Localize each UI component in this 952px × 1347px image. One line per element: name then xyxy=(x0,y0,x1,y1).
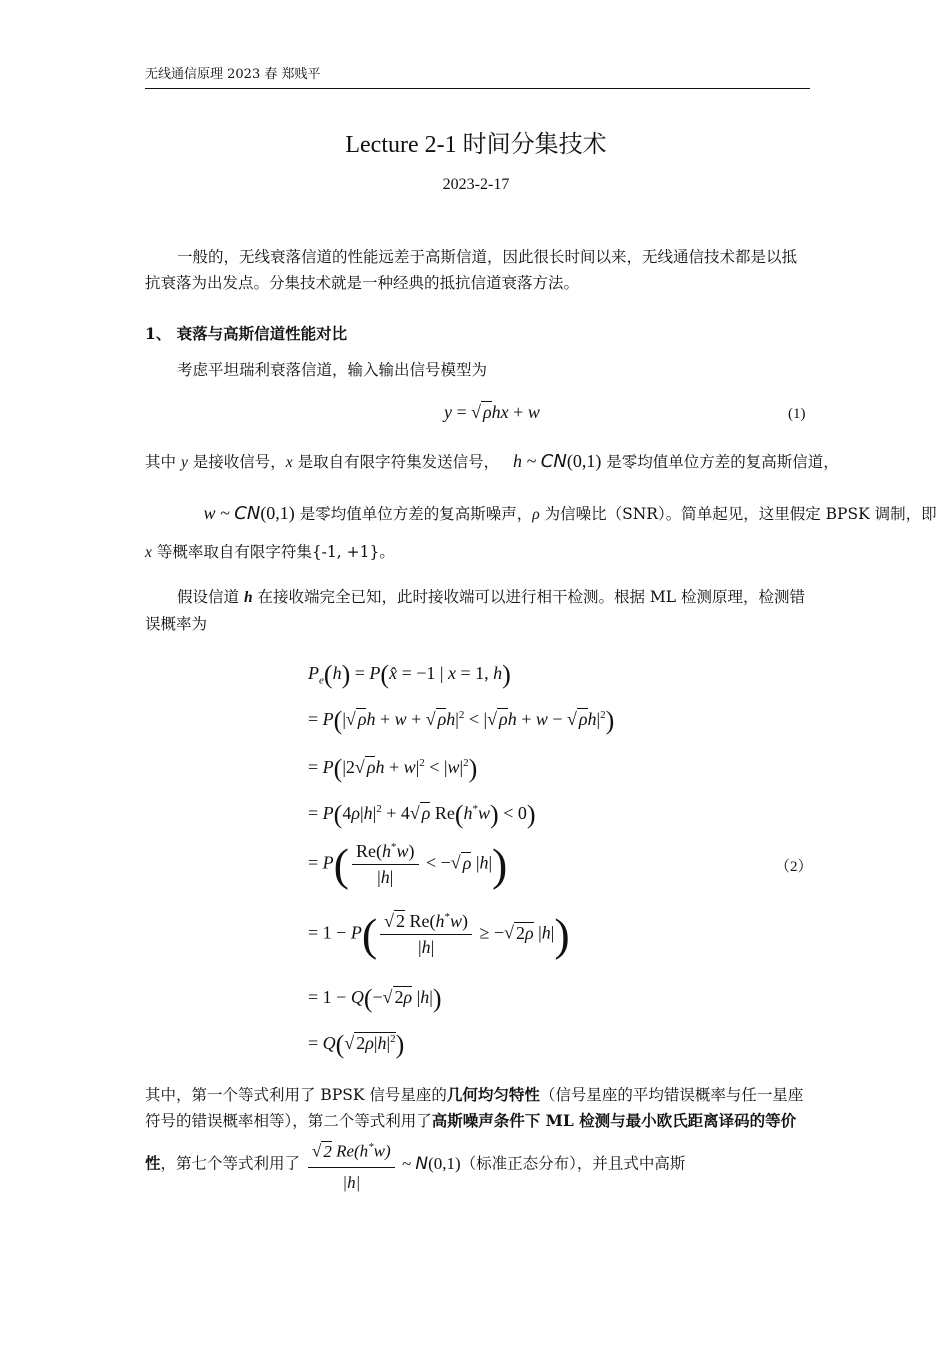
section-heading: 1、 衰落与高斯信道性能对比 xyxy=(145,324,348,343)
where-paragraph-line1: 其中 y 是接收信号，x 是取自有限字符集发送信号， h ~ CN(0,1) 是零均值单位方差的复高斯信道， xyxy=(145,451,839,472)
equation-2-line3: = P(|2√ $\rho h + w|^2 < |w|^2$) xyxy=(308,754,478,783)
lecture-date: 2023-2-17 xyxy=(442,176,510,193)
assume-paragraph: 假设信道 h 在接收端完全已知，此时接收端可以进行相干检测。根据 ML 检测原理，检测错误概率为 xyxy=(145,588,806,633)
equation-2-line8: = Q(√ $2\rho|h|^2$) xyxy=(308,1030,405,1059)
equation-2-line5: = P( $\frac{Re(h^*w)}{|h|}$ < −√ ρ |h|) xyxy=(308,839,508,890)
header-text: 无线通信原理 2023 春 郑贱平 xyxy=(145,67,321,82)
equation-2-line2: = P(|√ ρh + w + √ $\rho h|^2$ < |√ ρh + w − √ $\rho h|^2$) xyxy=(308,706,615,735)
normal-distribution-math: $\frac{√ 2 Re(h^*w)}{|h|}$ ~ N(0,1) xyxy=(305,1154,461,1173)
running-header xyxy=(145,66,810,89)
equation-2-line7: = 1 − Q(−√ 2ρ |h|) xyxy=(308,984,442,1013)
equation-2-line1: $P_e(h)$ = P(x̂ = −1 | x = 1, h) xyxy=(308,660,511,689)
equation-2-line4: = $P(4\rho|h|^2 + 4√$ ρ Re(h*w) < 0) xyxy=(308,800,536,829)
noise-distribution-math: w ~ CN(0,1) xyxy=(203,503,295,524)
equation-2-number: （2） xyxy=(775,859,813,875)
final-paragraph: 其中，第一个等式利用了 BPSK 信号星座的几何均匀特性（信号星座的平均错误概率与任一星座符号的错误概率相等），第二个等式利用了高斯噪声条件下 ML 检测与最小欧氏距离译码的等价性，第七个等式利用了 $\frac{√ 2 Re(h^*w)}{|h|}$ ~ N(0,1)（标准正态分布），并且式中高斯 xyxy=(145,1085,804,1192)
where-paragraph-line2: w ~ CN(0,1) 是零均值单位方差的复高斯噪声，ρ 为信噪比（SNR）。简单起见，这里假定 BPSK 调制，即 xyxy=(145,500,810,528)
model-paragraph: 考虑平坦瑞利衰落信道，输入输出信号模型为 xyxy=(177,361,488,379)
equation-1: y = √ ρhx + w xyxy=(444,402,540,422)
equation-1-number: (1) xyxy=(788,406,806,422)
intro-paragraph: 一般的，无线衰落信道的性能远差于高斯信道，因此很长时间以来，无线通信技术都是以抵抗衰落为出发点。分集技术就是一种经典的抵抗信道衰落方法。 xyxy=(145,248,798,292)
where-paragraph-line3: x 等概率取自有限字符集{-1, +1}。 xyxy=(145,543,395,561)
channel-distribution-math: h ~ CN(0,1) xyxy=(513,451,602,472)
equation-2-line6: = 1 − P( $\frac{√ 2 Re(h^*w)}{|h|}$ ≥ −√ 2ρ |h|) xyxy=(308,909,570,960)
lecture-title: Lecture 2-1 时间分集技术 xyxy=(345,132,607,158)
